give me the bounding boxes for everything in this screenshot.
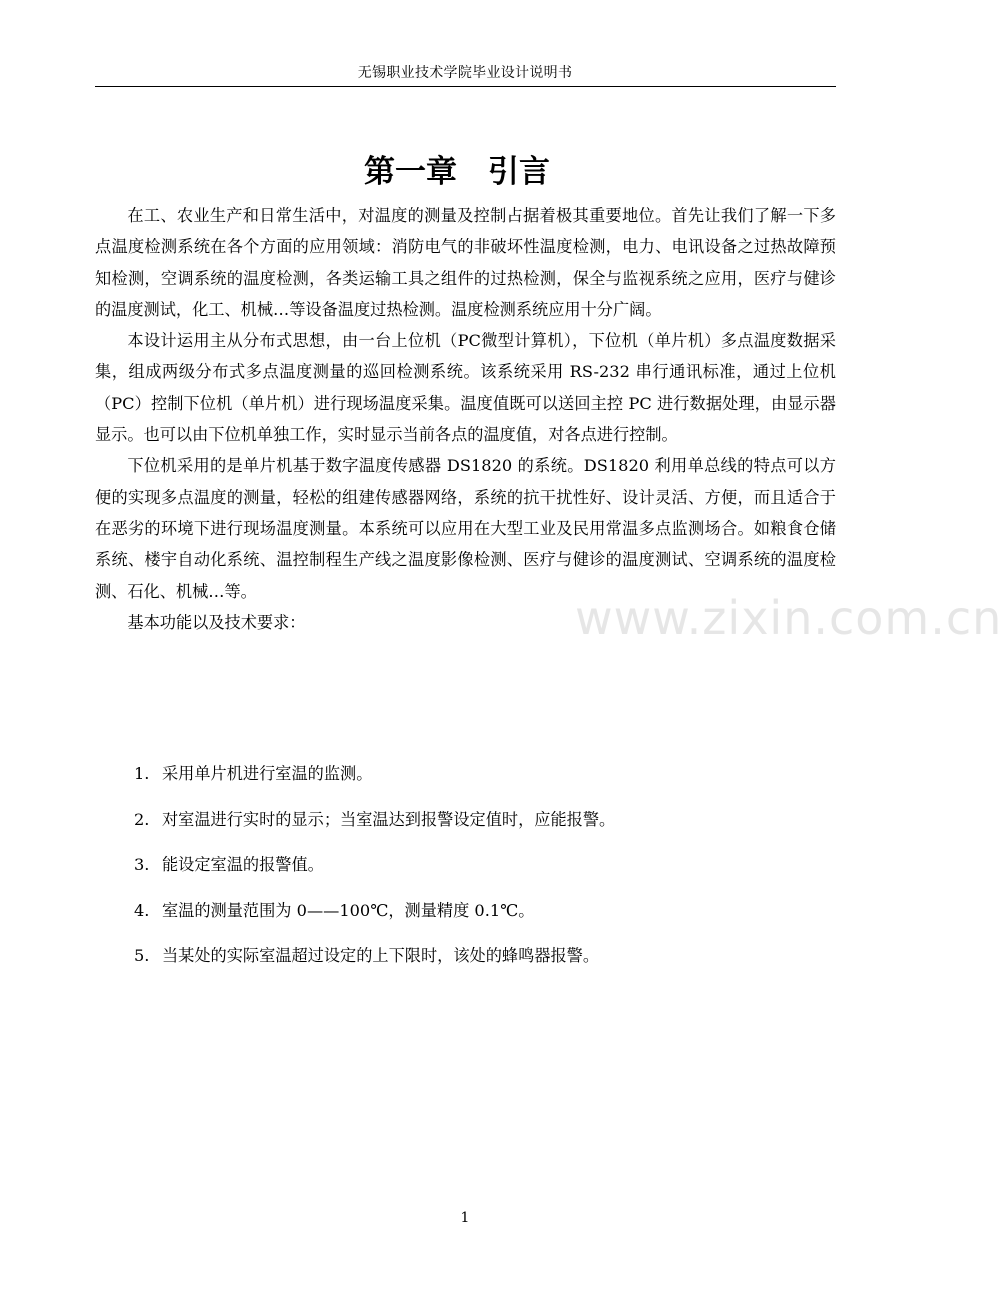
requirements-list <box>134 759 834 987</box>
paragraph-2: 本设计运用主从分布式思想，由一台上位机（PC微型计算机），下位机（单片机）多点温度数据采集，组成两级分布式多点温度测量的巡回检测系统。该系统采用 RS-232 串行通讯标准，通过上位机（PC）控制下位机（单片机）进行现场温度采集。温度值既可以送回主控 PC 进行数据处理，由显示器显示。也可以由下位机单独工作，实时显示当前各点的温度值，对各点进行控制。 <box>95 331 836 445</box>
requirements-heading: 基本功能以及技术要求： <box>127 612 306 632</box>
list-item-number: 2. <box>134 809 150 829</box>
page-number: 1 <box>460 1210 470 1226</box>
list-item <box>134 896 834 942</box>
list-item <box>134 941 834 987</box>
list-item-text: 采用单片机进行室温的监测。 <box>162 764 373 783</box>
chapter-title: 第一章 引言 <box>364 154 550 190</box>
list-item-text: 当某处的实际室温超过设定的上下限时，该处的蜂鸣器报警。 <box>162 946 600 966</box>
body-text <box>95 200 836 638</box>
paragraph-1: 在工、农业生产和日常生活中，对温度的测量及控制占据着极其重要地位。首先让我们了解一下多点温度检测系统在各个方面的应用领域：消防电气的非破坏性温度检测，电力、电讯设备之过热故障预知检测，空调系统的温度检测，各类运输工具之组件的过热检测，保全与监视系统之应用，医疗与健诊的温度测试，化工、机械…等设备温度过热检测。温度检测系统应用十分广阔。 <box>95 206 836 319</box>
list-item-text: 室温的测量范围为 0——100℃，测量精度 0.1℃。 <box>162 900 535 920</box>
list-item-number: 4. <box>134 900 150 920</box>
list-item-text: 对室温进行实时的显示；当室温达到报警设定值时，应能报警。 <box>162 809 616 829</box>
list-item-number: 3. <box>134 855 150 875</box>
list-item-number: 5. <box>134 946 150 966</box>
header-rule <box>95 86 836 87</box>
paragraph-3: 下位机采用的是单片机基于数字温度传感器 DS1820 的系统。DS1820 利用单总线的特点可以方便的实现多点温度的测量，轻松的组建传感器网络，系统的抗干扰性好、设计灵活、方便，而且适合于在恶劣的环境下进行现场温度测量。本系统可以应用在大型工业及民用常温多点监测场合。如粮食仓储系统、楼宇自动化系统、温控制程生产线之温度影像检测、医疗与健诊的温度测试、空调系统的温度检测、石化、机械…等。 <box>95 456 836 601</box>
list-item-number: 1. <box>134 764 150 783</box>
list-item <box>134 805 834 851</box>
list-item-text: 能设定室温的报警值。 <box>162 855 324 875</box>
running-header: 无锡职业技术学院毕业设计说明书 <box>357 65 573 81</box>
watermark: www.zixin.com.cn <box>575 591 1002 645</box>
list-item <box>134 850 834 896</box>
list-item <box>134 759 834 805</box>
